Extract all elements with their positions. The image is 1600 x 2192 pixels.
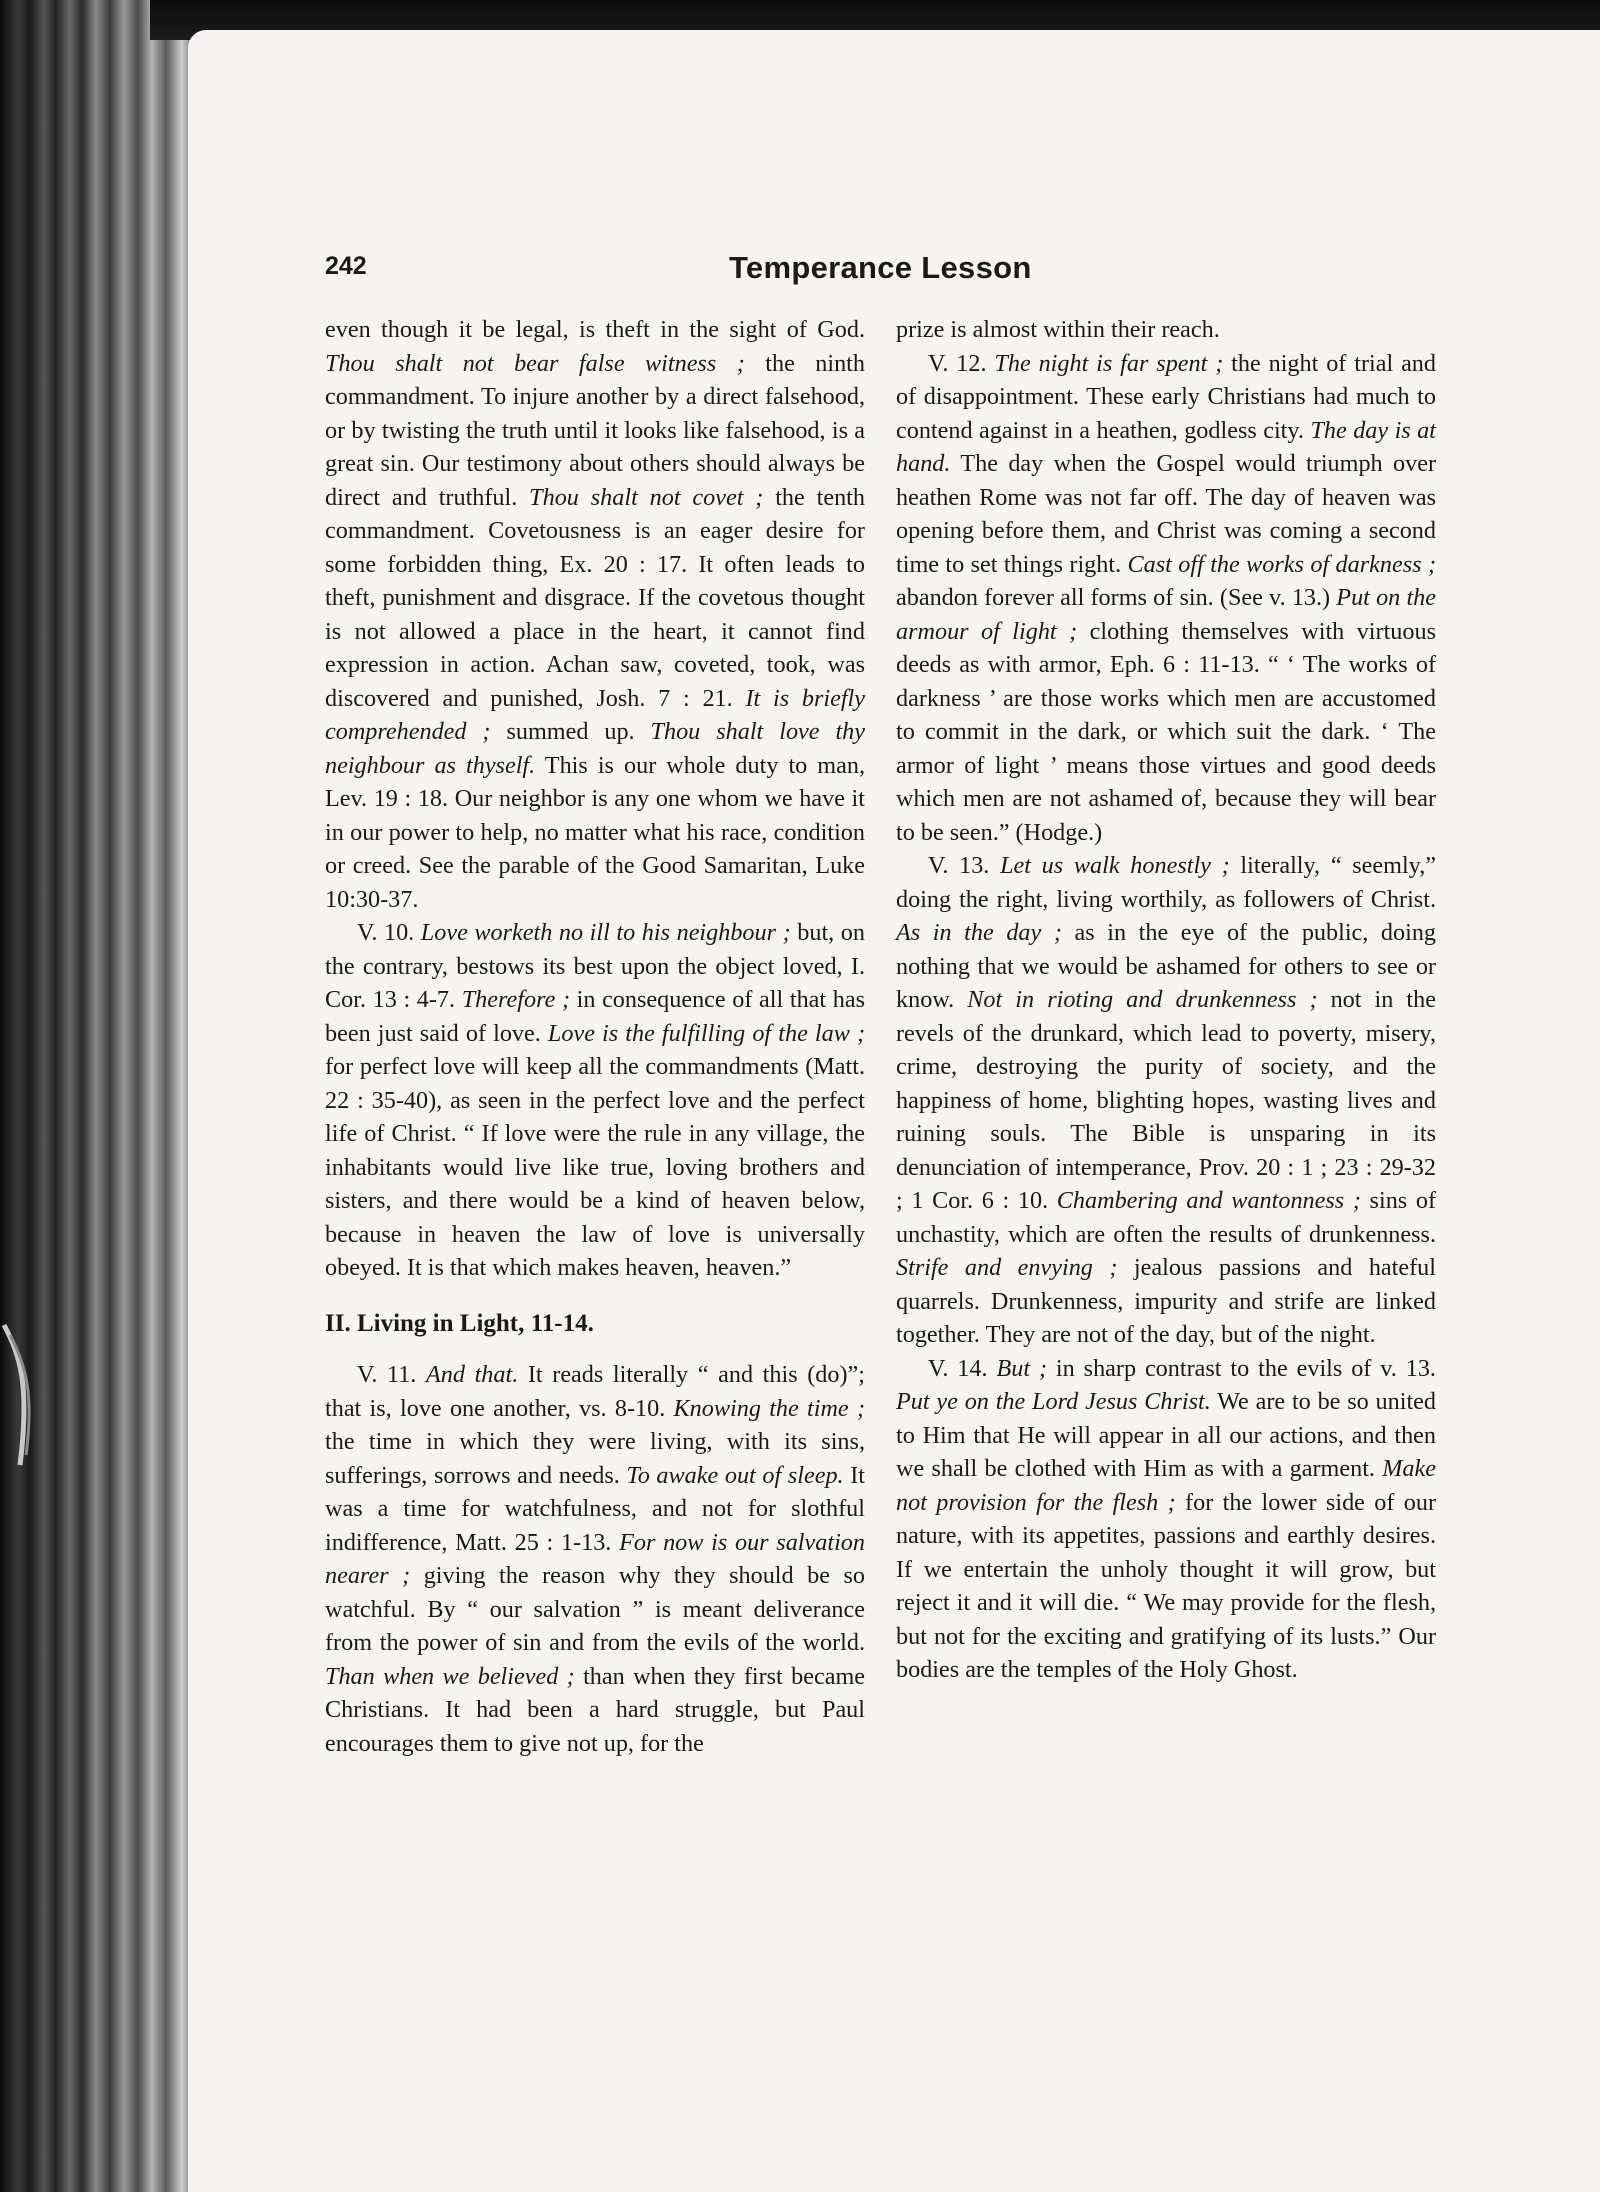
page-number: 242 xyxy=(325,252,367,280)
left-column xyxy=(325,313,865,1760)
italic-text: Chambering and wantonness ; xyxy=(1056,1187,1361,1214)
italic-text: Put ye on the Lord Jesus Christ. xyxy=(896,1388,1211,1415)
italic-text: Thou shalt love thy neighbour as thyself. xyxy=(325,718,866,779)
running-title: Temperance Lesson xyxy=(729,250,1032,285)
italic-text: For now is our salvation nearer ; xyxy=(325,1528,865,1589)
text-run: giving the reason why they should be so watchful. By “ our salvation ” is meant deliverance from the power of sin and from the evils of the world. xyxy=(325,1562,865,1656)
paragraph xyxy=(896,313,1436,347)
text-run: the ninth commandment. To injure another by a direct falsehood, or by twisting the truth until it looks like falsehood, is a great sin. Our testimony about others should always be direct and truthful. xyxy=(325,349,866,511)
text-run: literally, “ seemly,” doing the right, living worthily, as followers of Christ. xyxy=(896,852,1436,913)
paragraph-verse-11 xyxy=(325,1358,865,1760)
text-run: sins of unchastity, which are often the results of drunkenness. xyxy=(896,1187,1437,1248)
book-page xyxy=(188,30,1600,2192)
text-run: even though it be legal, is theft in the sight of God. xyxy=(325,316,865,343)
italic-text: Let us walk honestly ; xyxy=(1000,852,1230,879)
italic-text: Than when we believed ; xyxy=(325,1662,575,1690)
italic-text: Thou shalt not covet ; xyxy=(529,483,764,511)
text-run: the time in which they were living, with its sins, sufferings, sorrows and needs. xyxy=(325,1428,865,1489)
text-run: clothing themselves with virtuous deeds as with armor, Eph. 6 : 11-13. “ ‘ The works of darkness ’ are those works which men are accustomed to commit in the dark, or which suit the dark. ‘ The armor of light ’ means those virtues and good deeds which men are not ashamed of, because they will bear to be seen.” (Hodge.) xyxy=(896,617,1436,846)
italic-text: As in the day ; xyxy=(896,919,1062,946)
text-run: It reads literally “ and this (do)”; that is, love one another, vs. 8-10. xyxy=(325,1361,865,1422)
page-clip-mark xyxy=(0,1315,40,1475)
italic-text: The day is at hand. xyxy=(896,416,1436,477)
italic-text: Thou shalt not bear false witness ; xyxy=(325,349,745,377)
italic-text: But ; xyxy=(996,1354,1048,1382)
page-header xyxy=(325,218,1225,285)
text-run: The day when the Gospel would triumph over heathen Rome was not far off. The day of heaven was opening before them, and Christ was coming a second time to set things right. xyxy=(896,450,1436,578)
book-page-edges xyxy=(0,0,200,2192)
italic-text: It is briefly comprehended ; xyxy=(325,684,866,745)
text-run: V. 12. xyxy=(928,349,995,377)
paragraph-verse-10 xyxy=(325,916,865,1285)
italic-text: Put on the armour of light ; xyxy=(896,584,1436,645)
text-run: V. 11. xyxy=(357,1361,426,1388)
text-run: V. 14. xyxy=(928,1354,997,1382)
text-run: but, on the contrary, bestows its best upon the object loved, I. Cor. 13 : 4-7. xyxy=(325,919,865,1013)
text-run: summed up. xyxy=(490,718,651,745)
text-run: for the lower side of our nature, with its appetites, passions and earthly desires. If we entertain the unholy thought it will grow, but reject it and it will die. “ We may provide for the flesh, but not for the exciting and gratifying of its lusts.” Our bodies are the temples of the Holy Ghost. xyxy=(896,1488,1436,1683)
text-run: V. 13. xyxy=(928,852,1001,879)
paragraph-verse-12 xyxy=(896,347,1436,850)
text-run: in sharp contrast to the evils of v. 13. xyxy=(1047,1354,1436,1382)
paragraph-verse-13 xyxy=(896,849,1436,1352)
text-run: It was a time for watchfulness, and not for slothful indifference, Matt. 25 : 1-13. xyxy=(325,1461,865,1556)
italic-text: Cast off the works of darkness ; xyxy=(1127,550,1436,578)
text-run: for perfect love will keep all the commandments (Matt. 22 : 35-40), as seen in the perfect love and the perfect life of Christ. “ If love were the rule in any village, the inhabitants would live like true, loving brothers and sisters, and there would be a kind of heaven below, because in heaven the law of love is universally obeyed. It is that which makes heaven, heaven.” xyxy=(325,1053,865,1281)
italic-text: Strife and envying ; xyxy=(896,1254,1118,1281)
text-run: V. 10. xyxy=(357,919,421,946)
text-run: than when they first became Christians. It had been a hard struggle, but Paul encourages them to give not up, for the xyxy=(325,1662,865,1757)
paragraph xyxy=(325,313,865,916)
italic-text: Make not provision for the flesh ; xyxy=(896,1455,1436,1516)
italic-text: Therefore ; xyxy=(461,986,570,1013)
italic-text: To awake out of sleep. xyxy=(626,1461,844,1489)
text-run: the tenth commandment. Covetousness is an eager desire for some forbidden thing, Ex. 20 : 17. It often leads to theft, punishment and disgrace. If the covetous thought is not allowed a place in the heart, it cannot find expression in action. Achan saw, coveted, took, was discovered and punished, Josh. 7 : 21. xyxy=(325,483,865,712)
paragraph-verse-14 xyxy=(896,1352,1436,1687)
section-heading: II. Living in Light, 11-14. xyxy=(325,1309,594,1337)
text-run: not in the revels of the drunkard, which lead to poverty, misery, crime, destroying the purity of society, and the happiness of home, blighting hopes, wasting lives and ruining souls. The Bible is unsparing in its denunciation of intemperance, Prov. 20 : 1 ; 23 : 29-32 ; 1 Cor. 6 : 10. xyxy=(896,986,1436,1214)
text-run: jealous passions and hateful quarrels. Drunkenness, impurity and strife are linked together. They are not of the day, but of the night. xyxy=(896,1254,1436,1348)
text-run: the night of trial and of disappointment. These early Christians had much to contend against in a heathen, godless city. xyxy=(896,349,1436,444)
italic-text: And that. xyxy=(425,1361,519,1388)
text-run: in consequence of all that has been just said of love. xyxy=(325,986,865,1047)
italic-text: Knowing the time ; xyxy=(673,1394,866,1422)
text-run: as in the eye of the public, doing nothing that we would be ashamed for others to see or know. xyxy=(896,919,1437,1013)
text-run: This is our whole duty to man, Lev. 19 : 18. Our neighbor is any one whom we have it in our power to help, no matter what his race, condition or creed. See the parable of the Good Samaritan, Luke 10:30-37. xyxy=(325,751,866,913)
italic-text: Not in rioting and drunkenness ; xyxy=(967,986,1318,1013)
italic-text: Love is the fulfilling of the law ; xyxy=(547,1019,866,1047)
text-run: We are to be so united to Him that He will appear in all our actions, and then we shall be clothed with Him as with a garment. xyxy=(896,1388,1436,1482)
italic-text: The night is far spent ; xyxy=(994,349,1224,377)
text-run: abandon forever all forms of sin. (See v. 13.) xyxy=(896,584,1337,611)
italic-text: Love worketh no ill to his neighbour ; xyxy=(420,919,791,946)
right-column xyxy=(896,313,1436,1687)
text-run: prize is almost within their reach. xyxy=(896,316,1220,343)
